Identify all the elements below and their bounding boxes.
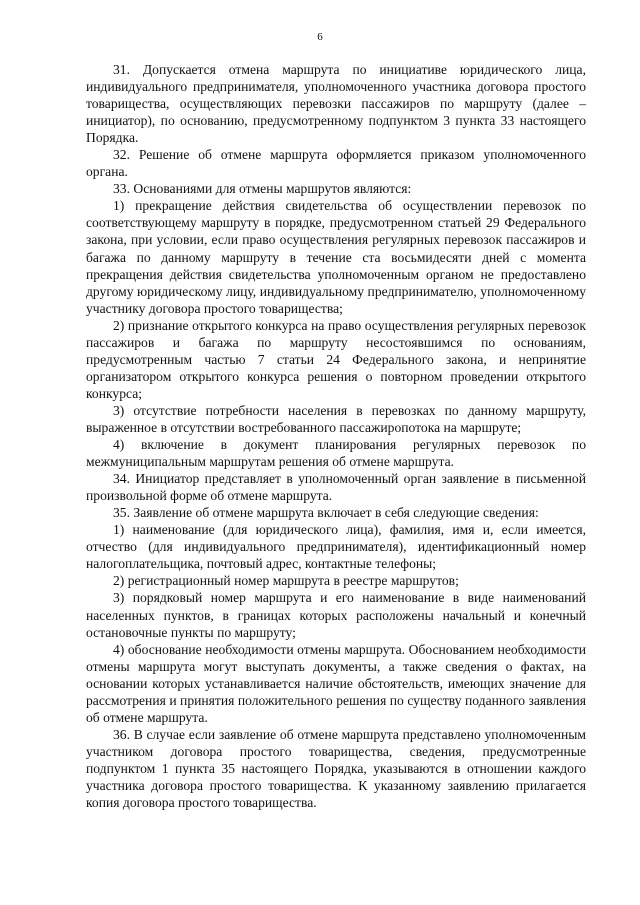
paragraph-33-item-2: 2) признание открытого конкурса на право осуществления регулярных перевозок пассажиров и багажа по маршруту несостоявшимся по основаниям, предусмотренным частью 7 статьи 24 Федерального закона, и непринятие организатором открытого конкурса решения о повторном проведении открытого конкурса; bbox=[86, 317, 586, 401]
paragraph-35-item-4: 4) обоснование необходимости отмены маршрута. Обоснованием необходимости отмены маршрута могут выступать документы, а также сведения о фактах, на основании которых устанавливается наличие обстоятельств, имеющих значение для рассмотрения и принятия положительного решения по существу поданного заявления об отмене маршрута. bbox=[86, 641, 586, 725]
paragraph-33-item-4: 4) включение в документ планирования регулярных перевозок по межмуниципальным маршрутам решения об отмене маршрута. bbox=[86, 437, 586, 470]
paragraph-33-item-3: 3) отсутствие потребности населения в перевозках по данному маршруту, выраженное в отсутствии востребованного пассажиропотока на маршруте; bbox=[86, 402, 586, 435]
document-body bbox=[86, 61, 586, 811]
paragraph-33: 33. Основаниями для отмены маршрутов являются: bbox=[113, 181, 412, 197]
page-number: 6 bbox=[317, 31, 323, 43]
paragraph-32: 32. Решение об отмене маршрута оформляется приказом уполномоченного органа. bbox=[86, 147, 586, 180]
paragraph-34: 34. Инициатор представляет в уполномоченный орган заявление в письменной произвольной форме об отмене маршрута. bbox=[86, 471, 586, 504]
paragraph-36: 36. В случае если заявление об отмене маршрута представлено уполномоченным участником договора простого товарищества, сведения, предусмотренные подпунктом 1 пункта 35 настоящего Порядка, указываются в отношении каждого участника договора простого товарищества. К указанному заявлению прилагается копия договора простого товарищества. bbox=[86, 726, 586, 811]
paragraph-35-item-3: 3) порядковый номер маршрута и его наименование в виде наименований населенных пунктов, в границах которых расположены начальный и конечный остановочные пункты по маршруту; bbox=[86, 590, 586, 640]
paragraph-35-item-2: 2) регистрационный номер маршрута в реестре маршрутов; bbox=[113, 573, 459, 589]
paragraph-33-item-1: 1) прекращение действия свидетельства об осуществлении перевозок по соответствующему маршруту в порядке, предусмотренном статьей 29 Федерального закона, при условии, если право осуществления регулярных перевозок пассажиров и багажа по данному маршруту в течение ста восьмидесяти дней с момента прекращения действия свидетельства уполномоченным органом не предоставлено другому юридическому лицу, индивидуальному предпринимателю, уполномоченному участнику договора простого товарищества; bbox=[86, 198, 586, 316]
paragraph-35: 35. Заявление об отмене маршрута включает в себя следующие сведения: bbox=[113, 505, 539, 521]
paragraph-35-item-1: 1) наименование (для юридического лица), фамилия, имя и, если имеется, отчество (для индивидуального предпринимателя), идентификационный номер налогоплательщика, почтовый адрес, контактные телефоны; bbox=[86, 522, 586, 572]
paragraph-31: 31. Допускается отмена маршрута по инициативе юридического лица, индивидуального предпринимателя, уполномоченного участника договора простого товарищества, осуществляющих перевозки пассажиров по маршруту (далее – инициатор), по основанию, предусмотренному подпунктом 3 пункта 33 настоящего Порядка. bbox=[86, 62, 586, 146]
